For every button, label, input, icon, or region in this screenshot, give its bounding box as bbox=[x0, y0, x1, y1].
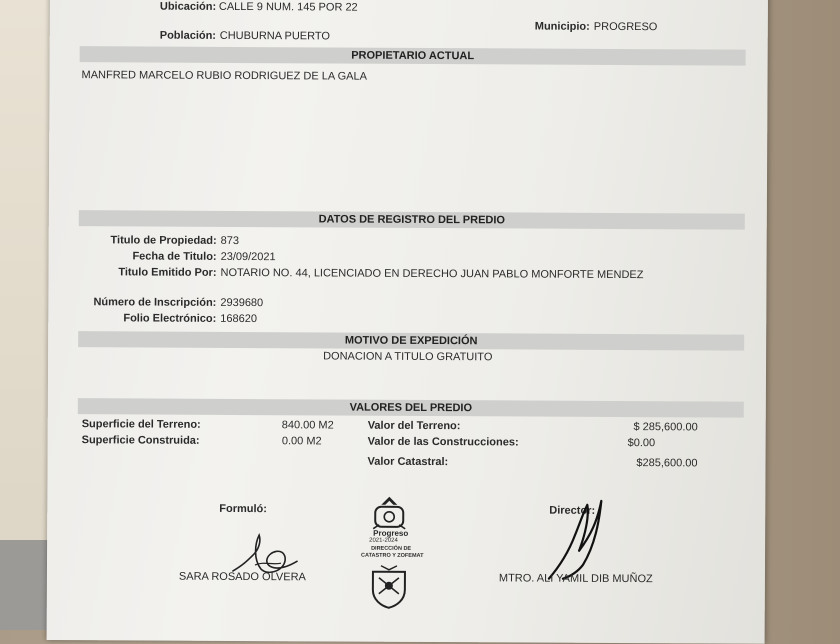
seal-line4: CATASTRO Y ZOFEMAT bbox=[361, 552, 424, 559]
seal-line3: DIRECCIÓN DE bbox=[371, 545, 412, 552]
folio-label: Folio Electrónico: bbox=[123, 312, 217, 325]
poblacion-value: CHUBURNA PUERTO bbox=[219, 29, 331, 43]
fecha-value: 23/09/2021 bbox=[220, 250, 276, 264]
director-signature bbox=[539, 495, 609, 583]
motivo-header: MOTIVO DE EXPEDICIÓN bbox=[78, 331, 744, 350]
valores-header: VALORES DEL PREDIO bbox=[78, 398, 744, 417]
emitido-label: Titulo Emitido Por: bbox=[118, 266, 217, 279]
motivo-value: DONACION A TITULO GRATUITO bbox=[323, 350, 493, 364]
sup-terreno-value: 840.00 M2 bbox=[281, 419, 334, 432]
titulo-value: 873 bbox=[220, 234, 240, 247]
valor-construcciones-value: $0.00 bbox=[627, 437, 656, 450]
formulo-label: Formuló: bbox=[219, 502, 267, 516]
propietario-header: PROPIETARIO ACTUAL bbox=[80, 46, 746, 65]
poblacion-label: Población: bbox=[159, 29, 217, 42]
sup-construida-label: Superficie Construida: bbox=[81, 434, 200, 447]
ubicacion-value: CALLE 9 NUM. 145 POR 22 bbox=[218, 0, 358, 14]
valor-catastral-label: Valor Catastral: bbox=[367, 455, 449, 469]
inscripcion-label: Número de Inscripción: bbox=[93, 296, 217, 309]
propietario-name: MANFRED MARCELO RUBIO RODRIGUEZ DE LA GALA bbox=[81, 69, 368, 83]
ubicacion-label: Ubicación: bbox=[159, 0, 217, 13]
titulo-label: Titulo de Propiedad: bbox=[110, 234, 217, 247]
director-label: Director: bbox=[549, 504, 596, 517]
seal-line2: 2021-2024 bbox=[369, 537, 398, 544]
municipio-label: Municipio: bbox=[534, 20, 590, 33]
seal-line1: Progreso bbox=[373, 528, 409, 538]
fecha-label: Fecha de Titulo: bbox=[132, 250, 217, 263]
sup-terreno-label: Superficie del Terreno: bbox=[81, 418, 201, 431]
valor-terreno-value: $ 285,600.00 bbox=[633, 421, 698, 434]
inscripcion-value: 2939680 bbox=[220, 296, 264, 310]
sup-construida-value: 0.00 M2 bbox=[281, 435, 322, 448]
director-name: MTRO. ALI YAMIL DIB MUÑOZ bbox=[498, 572, 653, 586]
formulo-name: SARA ROSADO OLVERA bbox=[178, 570, 306, 584]
valor-catastral-value: $285,600.00 bbox=[636, 457, 698, 470]
folio-value: 168620 bbox=[220, 312, 258, 326]
seal-shield-icon bbox=[367, 564, 411, 610]
valor-terreno-label: Valor del Terreno: bbox=[367, 419, 461, 433]
valor-construcciones-label: Valor de las Construcciones: bbox=[367, 435, 519, 449]
registro-header: DATOS DE REGISTRO DEL PREDIO bbox=[79, 210, 745, 229]
municipio-value: PROGRESO bbox=[593, 20, 658, 34]
document-sheet bbox=[47, 0, 768, 644]
emitido-value: NOTARIO NO. 44, LICENCIADO EN DERECHO JUAN PABLO MONFORTE MENDEZ bbox=[220, 266, 644, 282]
seal-crest-icon bbox=[367, 495, 411, 531]
